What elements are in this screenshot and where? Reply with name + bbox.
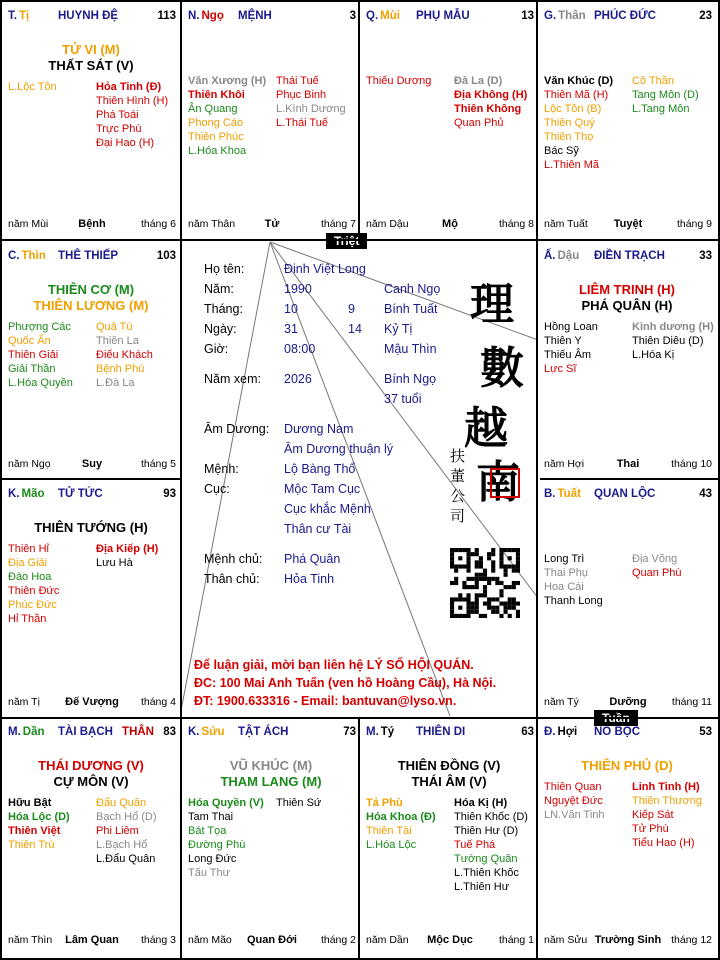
dai-han-age: 23 [699,10,712,22]
minor-star: Tam Thai [188,811,234,823]
palace-branch: Dậu [557,250,580,262]
minor-star: L.Hóa Quyền [8,377,73,389]
minor-star: L.Tang Môn [632,103,690,115]
main-star: THIÊN PHỦ (D) [581,758,673,773]
minor-star: Địa Không (H) [454,89,528,101]
minor-star: Bạch Hổ (D) [96,811,157,823]
trang-sinh-stage: Mộ [442,218,458,230]
dai-han-age: 3 [349,10,356,22]
nam-xem-value: 2026 [284,372,312,386]
palace-branch: Mùi [380,10,400,22]
ngay-duong: 31 [284,322,298,336]
luu-nien-year: năm Mùi [8,218,49,230]
nguyet-han-month: tháng 12 [671,934,712,946]
minor-star: Bệnh Phù [96,363,145,375]
nguyet-han-month: tháng 10 [671,458,712,470]
minor-star: Hỉ Thần [8,613,47,625]
palace-stem: K. [8,488,20,500]
menh-label: Mệnh: [204,462,239,476]
calligraphy-char-2: 數 [480,343,524,394]
minor-star: Thiên Thương [632,795,703,807]
minor-star: Đà La (D) [454,75,503,87]
minor-star: Thiên Thọ [544,131,594,143]
nguyet-han-month: tháng 2 [320,934,356,946]
main-star: VŨ KHÚC (M) [229,758,313,773]
nguyet-han-month: tháng 1 [498,934,534,946]
palace-stem: C. [8,250,20,262]
ho-ten-value: Đinh Việt Long [284,262,366,276]
luu-nien-year: năm Ngọ [8,458,51,470]
main-star: THIÊN ĐỒNG (V) [397,758,501,773]
nguyet-han-month: tháng 6 [140,218,176,230]
minor-star: Trực Phù [96,123,142,135]
thang-duong: 10 [284,302,298,316]
calligraphy-char-1: 理 [470,279,514,330]
palace-stem: M. [366,726,379,738]
nam-xem-label: Năm xem: [204,372,261,386]
minor-star: Thiên Mã (H) [544,89,609,101]
dai-han-age: 33 [699,250,712,262]
minor-star: Thanh Long [544,595,603,607]
dai-han-age: 53 [699,726,712,738]
dai-han-age: 13 [521,10,534,22]
nguyet-han-month: tháng 4 [140,696,176,708]
menh-chu-label: Mệnh chủ: [204,552,263,566]
minor-star: Kình dương (H) [632,321,714,333]
palace-stem: Đ. [544,726,556,738]
minor-star: L.Lộc Tồn [8,81,57,93]
dai-han-age: 63 [521,726,534,738]
main-star: PHÁ QUÂN (H) [581,298,673,313]
minor-star: L.Thiên Mã [544,159,600,171]
minor-star: Tang Môn (D) [632,89,699,101]
minor-star: L.Thiên Khốc [454,867,519,879]
minor-star: Thiên Hình (H) [96,95,169,107]
luu-nien-year: năm Sửu [544,934,588,946]
minor-star: L.Thiên Hư [454,881,510,893]
dai-han-age: 113 [157,10,176,22]
nam-xem-can-chi: Bính Ngọ [384,372,437,386]
minor-star: LN.Văn Tinh [544,809,605,821]
luu-nien-year: năm Mão [188,934,232,946]
minor-star: Thiên Y [544,335,582,347]
minor-star: Tuế Phá [454,839,496,851]
gio-value: 08:00 [284,342,316,356]
main-star: LIÊM TRINH (H) [578,282,676,297]
minor-star: Hóa Quyền (V) [188,797,264,809]
thang-can-chi: Bính Tuất [384,302,438,316]
minor-star: Thiên Khôi [188,89,245,101]
thang-label: Tháng: [204,302,243,316]
minor-star: Thái Tuế [276,75,319,87]
minor-star: Hóa Kị (H) [454,797,508,809]
minor-star: L.Thái Tuế [276,117,328,129]
minor-star: L.Đà La [96,377,135,389]
calligraphy-vertical: 扶董公司 [450,447,466,525]
minor-star: Thiên Trù [8,839,55,851]
nguyet-han-month: tháng 3 [140,934,176,946]
main-star: THIÊN LƯƠNG (M) [33,298,149,313]
menh-value: Lộ Bàng Thổ [284,462,356,476]
minor-star: Thiên Khốc (D) [454,811,528,823]
luu-nien-year: năm Dần [366,934,409,946]
dai-han-age: 83 [163,726,176,738]
ngay-am: 14 [348,322,362,336]
minor-star: Thiên Giải [8,349,59,361]
palace-stem: N. [188,10,200,22]
trang-sinh-stage: Trường Sinh [594,934,662,946]
minor-star: Thiên Diêu (D) [632,335,704,347]
minor-star: Phong Cáo [188,117,244,129]
minor-star: Phượng Các [8,321,71,333]
palace-name: NÔ BỘC [594,726,640,738]
palace-branch: Dần [22,726,45,738]
calligraphy-char-4: 南 [476,457,520,508]
palace-name: TÀI BẠCH [58,726,113,738]
than-chu-label: Thân chủ: [204,572,260,586]
than-chu-value: Hỏa Tinh [284,572,335,586]
luu-nien-year: năm Thân [188,218,236,230]
palace-name: MỆNH [238,10,272,22]
menh-chu-value: Phá Quân [284,552,341,566]
luu-nien-year: năm Dậu [366,218,409,230]
minor-star: Thiên Quan [544,781,602,793]
minor-star: Thiên Phúc [188,131,244,143]
gio-can-chi: Mậu Thìn [384,342,437,356]
minor-star: Văn Xương (H) [188,75,267,87]
palace-branch: Tị [18,10,30,22]
minor-star: Bác Sỹ [544,145,579,157]
main-star: THÁI DƯƠNG (V) [38,758,144,773]
luu-nien-year: năm Tị [8,696,40,708]
palace-name: PHỤ MẪU [416,10,470,22]
dai-han-age: 103 [156,250,176,262]
cuc-value-3: Thân cư Tài [284,522,352,536]
luu-nien-year: năm Tuất [544,218,588,230]
trang-sinh-stage: Thai [616,458,640,470]
minor-star: Long Đức [188,853,237,865]
minor-star: Phúc Đức [8,599,57,611]
minor-star: Địa Giải [8,557,48,569]
dai-han-age: 73 [343,726,356,738]
luu-nien-year: năm Tý [544,696,579,708]
trang-sinh-stage: Tử [264,218,280,230]
minor-star: Lực Sĩ [544,363,577,375]
minor-star: Linh Tinh (H) [632,781,700,793]
main-star: THIÊN TƯỚNG (H) [34,520,148,535]
contact-line-2: ĐC: 100 Mai Anh Tuấn (ven hồ Hoàng Cầu), Hà Nội. [194,676,497,690]
minor-star: Tử Phù [632,823,669,835]
minor-star: Hỏa Tinh (Đ) [96,81,162,93]
minor-star: Tấu Thư [188,867,231,879]
minor-star: Hóa Lộc (D) [8,811,70,823]
main-star: CỰ MÔN (V) [53,774,129,789]
palace-stem: G. [544,10,557,22]
minor-star: Đại Hao (H) [96,137,155,149]
palace-branch: Tý [380,726,395,738]
nguyet-han-month: tháng 7 [320,218,356,230]
palace-name: QUAN LỘC [594,488,656,500]
minor-star: Lưu Hà [96,557,133,569]
palace-stem: K. [188,726,200,738]
calligraphy-char-3: 越 [464,403,508,454]
minor-star: Đẩu Quân [96,797,147,809]
palace-name: TẬT ÁCH [238,726,289,738]
minor-star: Quốc Ấn [8,335,51,347]
trang-sinh-stage: Tuyệt [613,218,643,230]
minor-star: Thiên Hư (D) [454,825,519,837]
trang-sinh-stage: Đế Vượng [65,696,119,708]
minor-star: Thiên Tài [366,825,412,837]
contact-line-3: ĐT: 1900.633316 - Email: bantuvan@lyso.vn. [194,694,457,708]
trang-sinh-stage: Bệnh [78,218,106,230]
minor-star: Thiên Không [454,103,522,115]
main-star: THẤT SÁT (V) [48,58,134,73]
main-star: THAM LANG (M) [220,774,322,789]
minor-star: Kiếp Sát [632,809,674,821]
minor-star: Bát Tọa [188,825,227,837]
minor-star: L.Hóa Khoa [188,145,247,157]
palace-name: PHÚC ĐỨC [594,10,656,22]
minor-star: Hữu Bật [8,797,52,809]
minor-star: Giải Thần [8,363,56,375]
tuan-marker: Tuần [594,710,638,726]
dai-han-age: 93 [163,488,176,500]
minor-star: Quan Phù [632,567,682,579]
minor-star: Quả Tú [96,321,133,333]
minor-star: Phi Liêm [96,825,139,837]
cuc-value: Mộc Tam Cục [284,482,361,496]
nam-label: Năm: [204,282,234,296]
minor-star: L.Hóa Lộc [366,839,417,851]
main-star: THÁI ÂM (V) [411,774,487,789]
trang-sinh-stage: Suy [81,458,103,470]
minor-star: Cô Thần [632,75,674,87]
minor-star: Địa Võng [632,553,678,565]
palace-branch: Hợi [557,726,578,738]
palace-stem: Q. [366,10,379,22]
luu-nien-year: năm Hợi [544,458,585,470]
minor-star: Hồng Loan [544,321,598,333]
minor-star: Thiếu Dương [366,75,432,87]
palace-stem: Ấ. [544,250,556,262]
nguyet-han-month: tháng 11 [671,696,712,708]
minor-star: Thiên Đức [8,585,60,597]
palace-stem: B. [544,488,556,500]
minor-star: Nguyệt Đức [544,795,603,807]
palace-branch: Thìn [21,250,46,262]
minor-star: Hóa Khoa (Đ) [366,811,436,823]
trang-sinh-stage: Mộc Dục [427,934,473,946]
minor-star: Điếu Khách [96,349,153,361]
minor-star: Tả Phù [366,797,403,809]
minor-star: Thiên Việt [8,825,61,837]
palace-name: ĐIỀN TRẠCH [594,250,665,262]
palace-branch: Thân [558,10,586,22]
am-duong-value-2: Âm Dương thuận lý [284,442,393,456]
minor-star: Thiếu Âm [544,349,592,361]
cuc-label: Cục: [204,482,230,496]
am-duong-label: Âm Dương: [204,422,270,436]
minor-star: L.Hóa Kị [632,349,675,361]
dai-han-age: 43 [699,488,712,500]
palace-branch: Tuất [557,488,581,500]
minor-star: Văn Khúc (D) [544,75,614,87]
minor-star: Thiên Sứ [276,797,322,809]
minor-star: L.Bạch Hổ [96,839,148,851]
minor-star: Long Trì [544,553,585,565]
main-star: TỬ VI (M) [62,42,120,57]
cuc-value-2: Cục khắc Mệnh [284,502,371,516]
ho-ten-label: Họ tên: [204,262,245,276]
palace-name: TỬ TỨC [58,488,103,500]
minor-star: Đào Hoa [8,571,52,583]
contact-line-1: Để luận giải, mời bạn liên hệ LÝ SỐ HỘI QUÁN. [194,658,474,672]
minor-star: Quan Phủ [454,117,504,129]
palace-branch: Mão [21,488,45,500]
minor-star: Đường Phù [188,839,246,851]
nam-can-chi: Canh Ngọ [384,282,441,296]
palace-name: THÊ THIẾP [58,250,119,262]
minor-star: Phục Binh [276,89,327,101]
ngay-label: Ngày: [204,322,237,336]
main-star: THIÊN CƠ (M) [47,282,135,297]
trang-sinh-stage: Quan Đới [247,934,297,946]
luu-nien-year: năm Thìn [8,934,53,946]
nguyet-han-month: tháng 8 [498,218,534,230]
gio-label: Giờ: [204,342,229,356]
minor-star: Tiểu Hao (H) [632,837,695,849]
palace-branch: Sửu [201,726,225,738]
thang-am: 9 [348,302,355,316]
minor-star: Lộc Tồn (B) [544,103,602,115]
palace-stem: M. [8,726,21,738]
nguyet-han-month: tháng 9 [676,218,712,230]
minor-star: Thai Phụ [544,567,589,579]
palace-branch: Ngọ [201,10,224,22]
than-tag: THÂN [122,726,154,738]
minor-star: Tướng Quân [454,853,518,865]
palace-name: HUYNH ĐỆ [58,10,119,22]
palace-stem: T. [8,10,17,22]
minor-star: Thiên Quý [544,117,595,129]
tuoi-value: 37 tuổi [384,392,422,406]
minor-star: Thiên Hỉ [8,543,49,555]
minor-star: L.Đẩu Quân [96,853,156,865]
nguyet-han-month: tháng 5 [140,458,176,470]
triet-marker: Triệt [326,233,367,249]
minor-star: Hoa Cái [544,581,584,593]
am-duong-value: Dương Nam [284,422,354,436]
minor-star: Thiên La [96,335,139,347]
trang-sinh-stage: Lâm Quan [65,934,119,946]
nam-value: 1990 [284,282,312,296]
minor-star: Ân Quang [188,103,238,115]
trang-sinh-stage: Dưỡng [609,696,647,708]
minor-star: Phá Toái [96,109,139,121]
palace-name: THIÊN DI [416,726,466,738]
ngay-can-chi: Kỷ Tị [384,322,413,336]
minor-star: L.Kình Dương [276,103,346,115]
minor-star: Địa Kiếp (H) [96,543,159,555]
